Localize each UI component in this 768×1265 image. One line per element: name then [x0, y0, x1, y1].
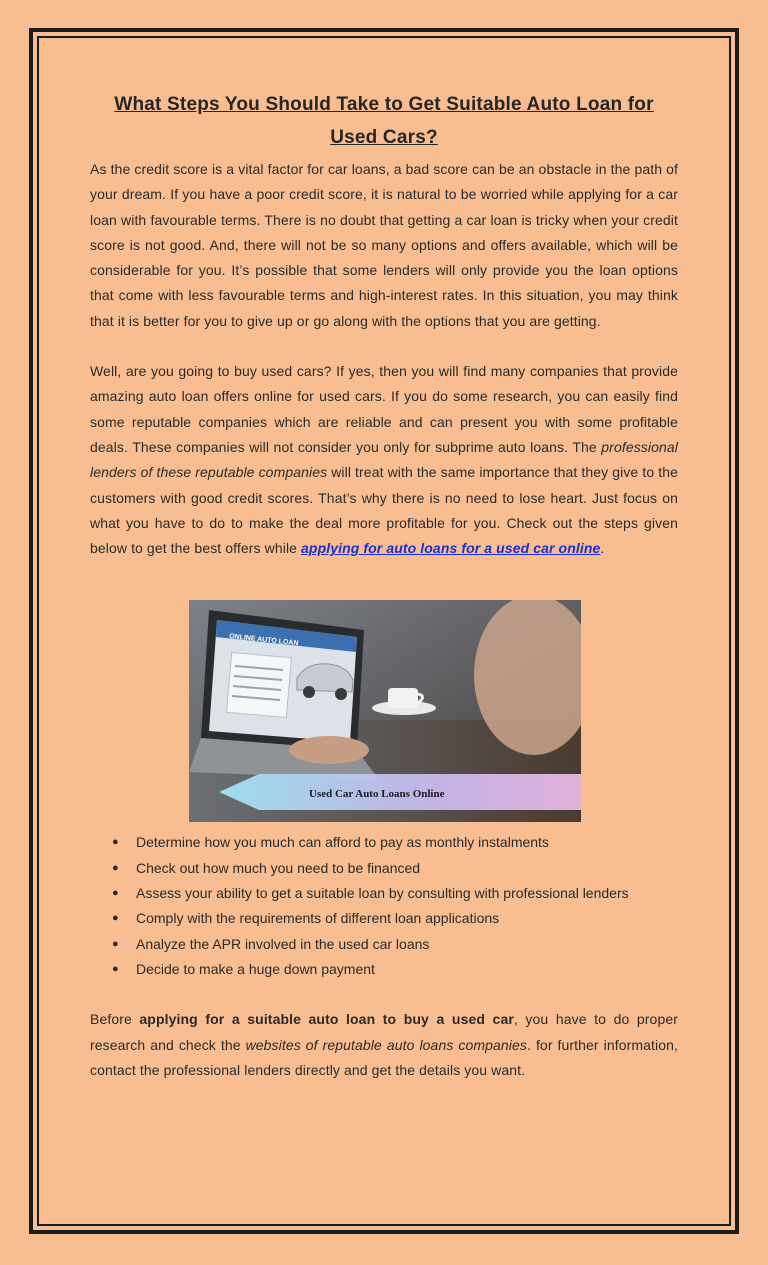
list-item — [90, 932, 678, 957]
closing-paragraph — [90, 1007, 678, 1083]
document-title: What Steps You Should Take to Get Suitable Auto Loan for Used Cars? — [114, 94, 654, 148]
bullet-icon: ● — [112, 937, 119, 950]
hands — [289, 736, 369, 764]
steps-list — [90, 830, 678, 982]
bullet-icon: ● — [112, 962, 119, 975]
list-item-text: Analyze the APR involved in the used car loans — [136, 935, 430, 952]
list-item-text: Determine how you much can afford to pay as monthly instalments — [136, 834, 549, 851]
bullet-icon: ● — [112, 887, 119, 900]
paragraph-text: . — [600, 540, 605, 557]
intro-paragraph: As the credit score is a vital factor for car loans, a bad score can be an obstacle in the path of your dream. If you have a poor credit score, it is natural to be worried while applying for a car loan with favourable terms. There is no doubt that getting a car loan is tricky when your credit score is not good. And, there will not be so many options and offers available, which will be considerable for you. It’s possible that some lenders will only provide you the loan options that come with less favourable terms and high-interest rates. In this situation, you may think that it is better for you to give up or go along with the options that you are getting. — [90, 161, 678, 329]
car-wheel — [335, 688, 347, 700]
emphasis-text: professional lenders of these reputable companies — [90, 438, 678, 481]
list-item-text: Assess your ability to get a suitable loan by consulting with professional lenders — [136, 885, 629, 902]
used-cars-paragraph — [90, 359, 678, 561]
document-body — [90, 88, 678, 1083]
bullet-icon: ● — [112, 912, 119, 925]
auto-loans-link[interactable]: applying for auto loans for a used car online — [301, 540, 601, 557]
auto-loan-laptop-image — [189, 600, 581, 822]
car-wheel — [303, 686, 315, 698]
paragraph-text: Before — [90, 1011, 140, 1028]
emphasis-text: websites of reputable auto loans companies — [245, 1036, 527, 1053]
list-item — [90, 856, 678, 881]
bold-text: applying for a suitable auto loan to buy a used car — [139, 1011, 514, 1028]
list-item — [90, 906, 678, 931]
banner-text: Used Car Auto Loans Online — [309, 788, 445, 801]
loan-form — [226, 653, 291, 718]
bullet-icon: ● — [112, 861, 119, 874]
paragraph-text: Well, are you going to buy used cars? If yes, then you will find many companies that provide amazing auto loan offers online for used cars. If you do some research, you can easily find some reputable companies which are reliable and can present you with some profitable deals. These companies will not consider you only for subprime auto loans. The — [90, 363, 678, 455]
list-item-text: Comply with the requirements of different loan applications — [136, 910, 500, 927]
list-item — [90, 830, 678, 855]
paragraph-text: . for further information, contact the professional lenders directly and get the details you want. — [90, 1036, 678, 1078]
bullet-icon: ● — [112, 836, 119, 849]
list-item — [90, 881, 678, 906]
screen-header-text: ONLINE AUTO LOAN — [228, 633, 299, 648]
paragraph-text: will treat with the same importance that they give to the customers with good credit scores. That’s why there is no need to lose heart. Just focus on what you have to do to make the deal more profitable for you. Check out the steps given below to get the best offers while — [90, 464, 678, 557]
paragraph-text: , you have to do proper research and check the — [90, 1011, 678, 1053]
coffee-cup — [388, 688, 418, 708]
list-item-text: Decide to make a huge down payment — [136, 960, 375, 977]
list-item — [90, 957, 678, 982]
list-item-text: Check out how much you need to be financed — [136, 859, 421, 876]
